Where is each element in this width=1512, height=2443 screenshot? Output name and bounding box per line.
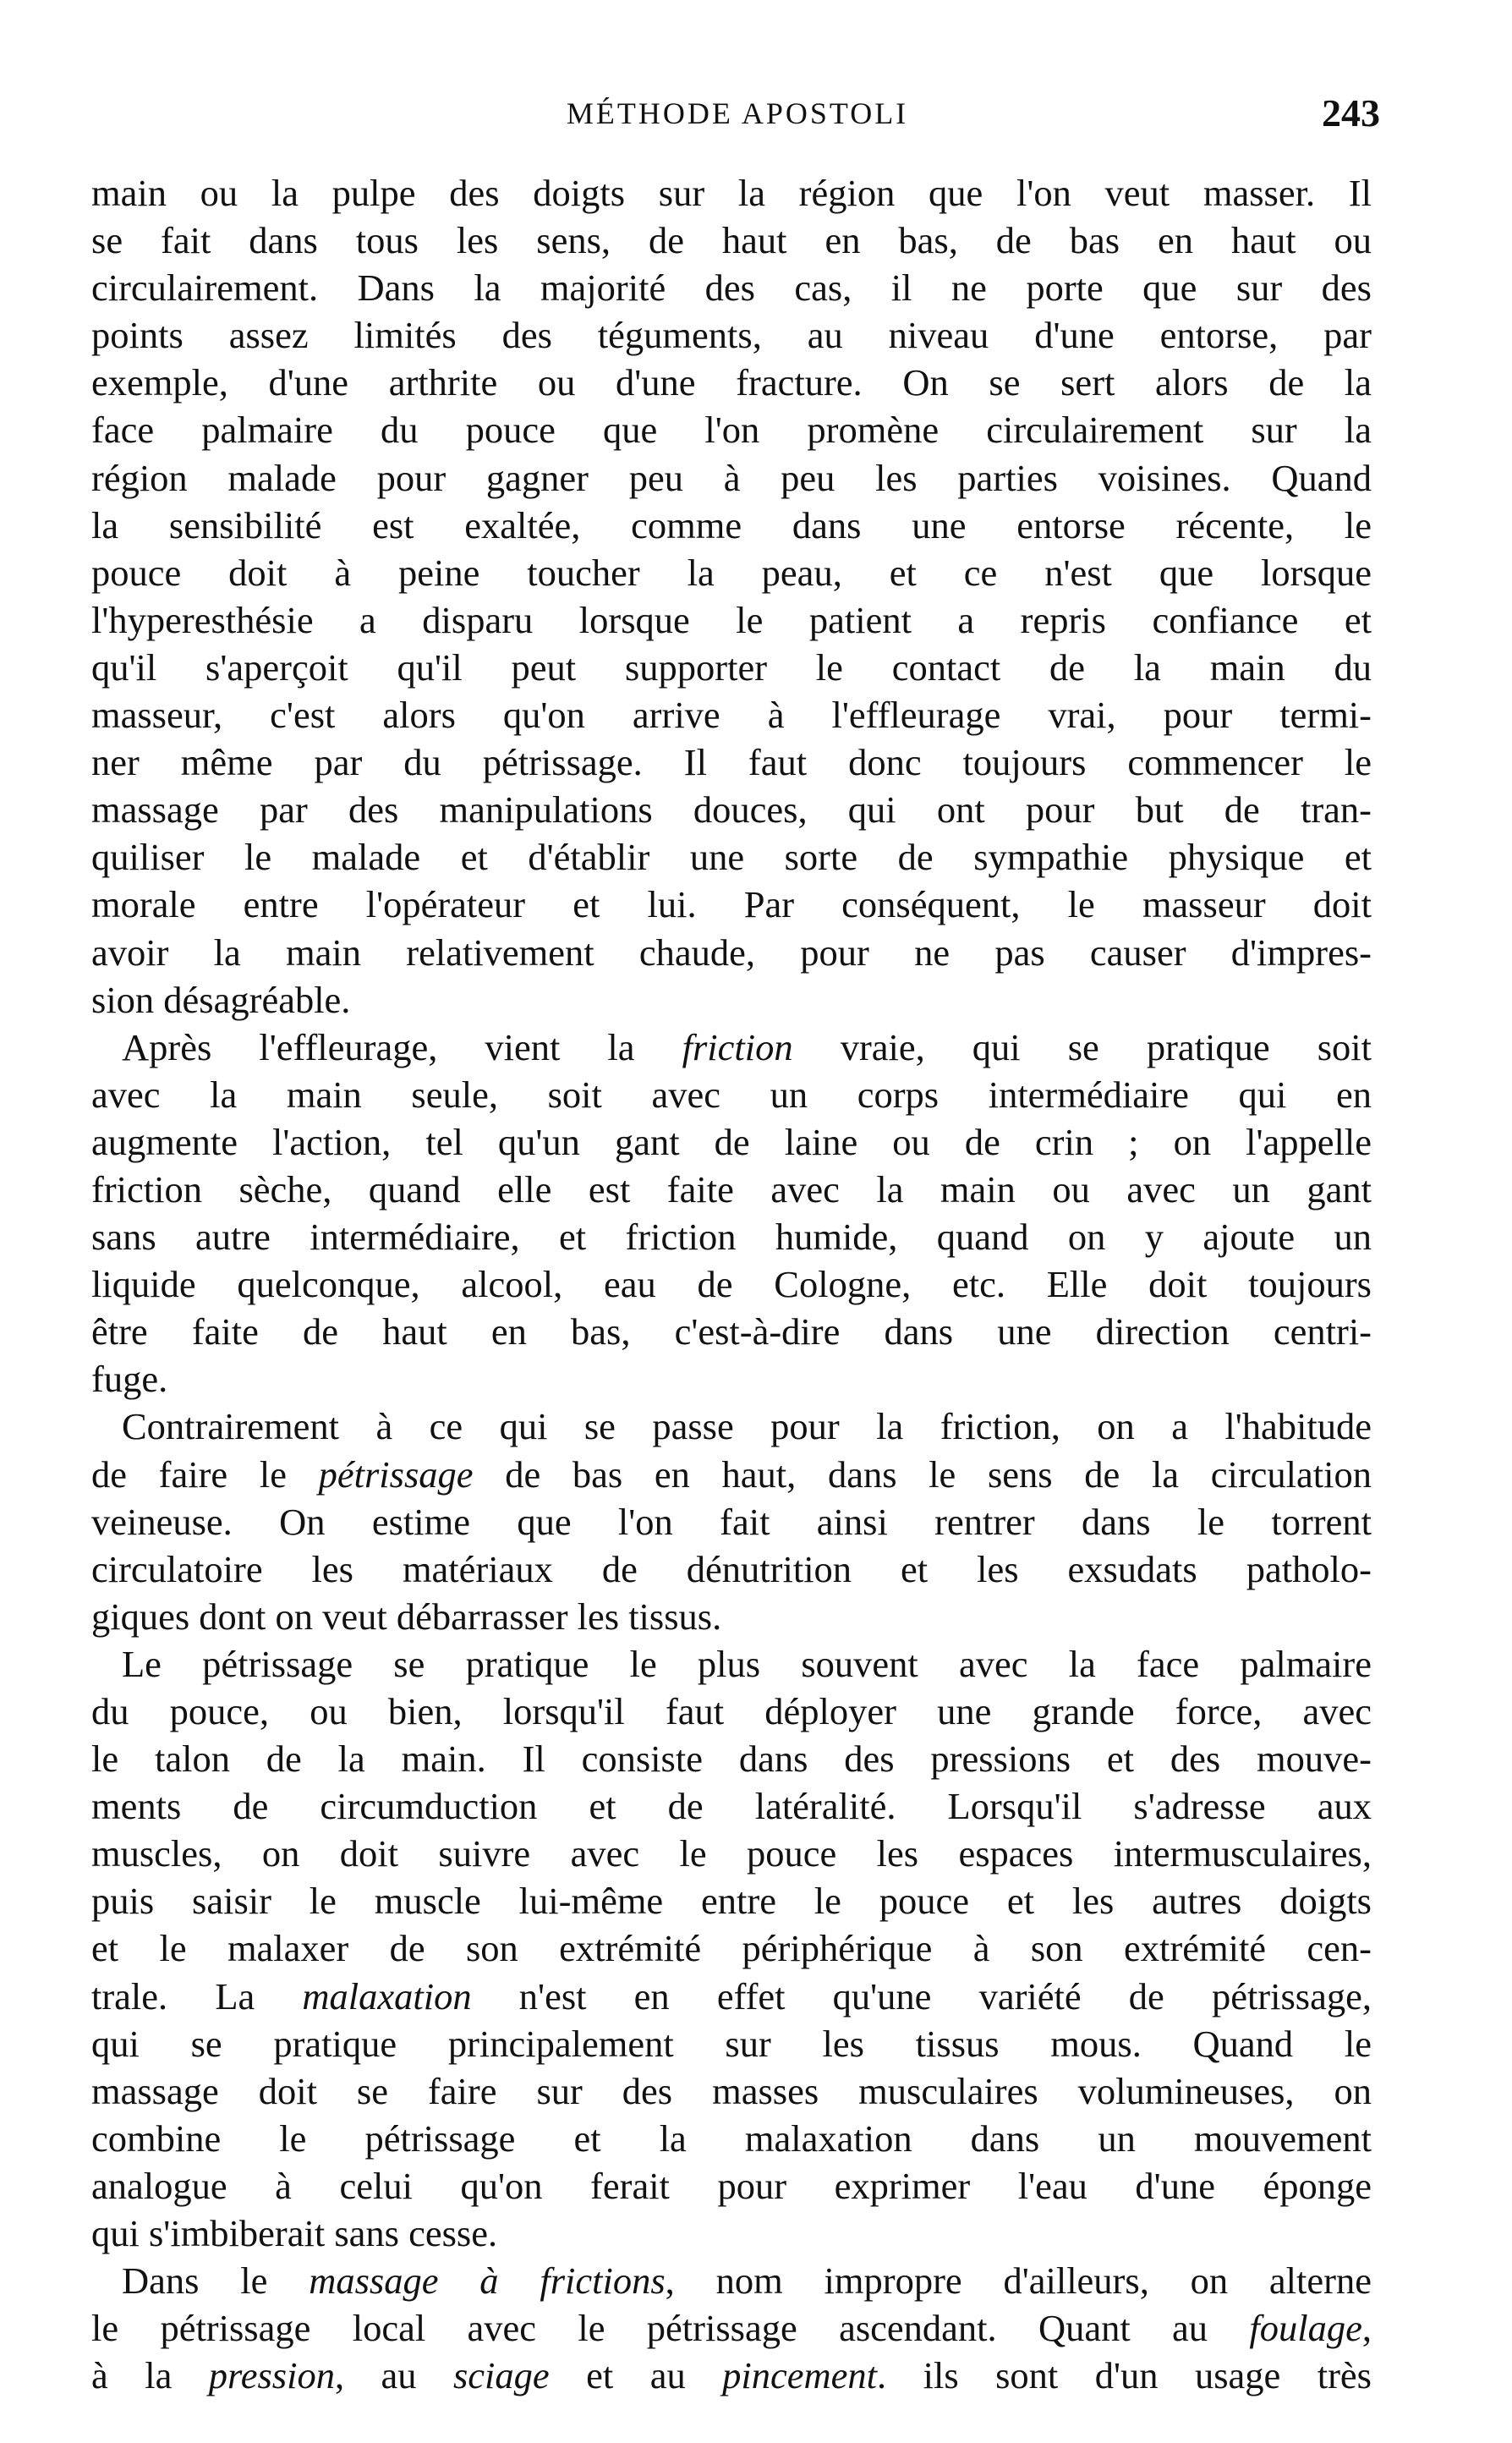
text-line [91,1260,1372,1308]
text-line [91,2352,1372,2399]
text-segment: qui s'imbiberait sans cesse. [91,2212,498,2255]
text-segment: ments de circumduction et de latéralité. Lorsqu'il s'adresse aux [91,1785,1372,1828]
text-segment: circulatoire les matériaux de dénutrition et les exsudats patholo- [91,1547,1372,1590]
text-line [91,359,1372,406]
text-segment: du pouce, ou bien, lorsqu'il faut déployer une grande force, avec [91,1690,1372,1732]
text-line [91,549,1372,596]
text-line [91,691,1372,738]
text-line [91,1118,1372,1166]
text-segment: le talon de la main. Il consiste dans des pressions et des mouve- [91,1738,1372,1781]
text-line [91,976,1372,1024]
text-segment: combine le pétrissage et la malaxation dans un mouvement [91,2116,1372,2160]
text-line [91,1498,1372,1545]
text-segment: massage doit se faire sur des masses musculaires volumineuses, on [91,2069,1372,2112]
text-segment: . ils sont d'un usage très [877,2354,1372,2397]
text-line [91,1640,1372,1688]
text-segment: , au [334,2354,453,2397]
running-head [95,88,1380,139]
text-segment: sion désagréable. [91,978,351,1021]
text-segment: la sensibilité est exaltée, comme dans une entorse récente, le [91,503,1372,546]
text-segment: , [1361,2307,1372,2350]
text-line [91,1924,1372,1972]
text-segment: sans autre intermédiaire, et friction humide, quand on y ajoute un [91,1216,1372,1259]
text-segment: quiliser le malade et d'établir une sorte de sympathie physique et [91,836,1372,879]
text-line [91,1593,1372,1640]
text-line [91,881,1372,928]
text-segment: région malade pour gagner peu à peu les parties voisines. Quand [91,456,1372,499]
text-segment: fuge. [91,1358,168,1401]
text-segment: n'est en effet qu'une variété de pétrissage, [471,1974,1372,2018]
text-segment: Contrairement à ce qui se passe pour la friction, on a l'habitude [122,1405,1372,1448]
text-line [91,1688,1372,1735]
text-segment: veineuse. On estime que l'on fait ainsi rentrer dans le torrent [91,1500,1372,1543]
text-line [91,596,1372,644]
running-title: MÉTHODE APOSTOLI [566,96,909,130]
body-text [91,169,1372,2399]
text-segment: Dans le [122,2259,310,2303]
text-segment: vraie, qui se pratique soit [792,1025,1372,1068]
italic-term: pétrissage [318,1452,474,1496]
text-segment: se fait dans tous les sens, de haut en bas, de bas en haut ou [91,219,1372,262]
text-line [91,833,1372,881]
text-line [91,2162,1372,2210]
italic-term: foulage [1249,2307,1362,2350]
text-line [91,1166,1372,1213]
text-line [91,1735,1372,1782]
text-segment: , nom impropre d'ailleurs, on alterne [665,2259,1372,2303]
text-segment: muscles, on doit suivre avec le pouce les espaces intermusculaires, [91,1832,1372,1875]
text-segment: exemple, d'une arthrite ou d'une fracture. On se sert alors de la [91,361,1372,404]
text-line [91,264,1372,311]
text-line [91,2257,1372,2304]
text-line [91,169,1372,217]
text-line [91,786,1372,833]
text-line [91,2067,1372,2115]
text-line [91,1545,1372,1593]
italic-term: pincement [722,2354,878,2397]
text-segment: Le pétrissage se pratique le plus souvent avec la face palmaire [122,1642,1372,1685]
text-segment: giques dont on veut débarrasser les tissus. [91,1595,722,1638]
text-segment: avec la main seule, soit avec un corps intermédiaire qui en [91,1073,1372,1116]
italic-term: friction [682,1025,793,1068]
text-segment: morale entre l'opérateur et lui. Par conséquent, le masseur doit [91,883,1372,926]
text-segment: et le malaxer de son extrémité périphérique à son extrémité cen- [91,1927,1372,1970]
text-segment: ner même par du pétrissage. Il faut donc toujours commencer le [91,741,1372,784]
text-segment: à la [91,2354,209,2397]
text-line [91,454,1372,502]
text-line [91,1451,1372,1498]
italic-term: malaxation [302,1974,472,2018]
text-line [91,644,1372,691]
text-segment: circulairement. Dans la majorité des cas, il ne porte que sur des [91,266,1372,310]
italic-term: sciage [452,2354,550,2397]
text-line [91,406,1372,453]
text-line [91,2020,1372,2067]
text-line [91,217,1372,264]
text-segment: le pétrissage local avec le pétrissage ascendant. Quant au [91,2307,1250,2350]
text-line [91,1403,1372,1450]
text-segment: qui se pratique principalement sur les tissus mous. Quand le [91,2022,1372,2065]
text-segment: points assez limités des téguments, au niveau d'une entorse, par [91,314,1372,357]
text-line [91,1213,1372,1260]
text-segment: trale. La [91,1974,303,2018]
text-line [91,1355,1372,1403]
page-number: 243 [1322,91,1380,135]
text-segment: puis saisir le muscle lui-même entre le pouce et les autres doigts [91,1880,1372,1923]
text-line [91,1782,1372,1830]
text-line [91,738,1372,786]
text-segment: de bas en haut, dans le sens de la circulation [473,1452,1372,1496]
text-line [91,2210,1372,2257]
text-segment: et au [549,2354,723,2397]
text-segment: Après l'effleurage, vient la [122,1025,682,1068]
text-segment: friction sèche, quand elle est faite avec la main ou avec un gant [91,1167,1372,1211]
text-segment: analogue à celui qu'on ferait pour exprimer l'eau d'une éponge [91,2164,1372,2207]
italic-term: massage à frictions [309,2259,666,2303]
text-segment: pouce doit à peine toucher la peau, et ce n'est que lorsque [91,551,1372,594]
text-line [91,502,1372,549]
italic-term: pression [208,2354,335,2397]
text-segment: liquide quelconque, alcool, eau de Cologne, etc. Elle doit toujours [91,1263,1372,1306]
text-line [91,2115,1372,2162]
text-line [91,1877,1372,1924]
text-segment: qu'il s'aperçoit qu'il peut supporter le contact de la main du [91,645,1372,689]
text-segment: face palmaire du pouce que l'on promène circulairement sur la [91,409,1372,452]
text-segment: l'hyperesthésie a disparu lorsque le patient a repris confiance et [91,598,1372,641]
text-segment: main ou la pulpe des doigts sur la région que l'on veut masser. Il [91,172,1372,214]
text-segment: être faite de haut en bas, c'est-à-dire dans une direction centri- [91,1310,1372,1353]
text-segment: masseur, c'est alors qu'on arrive à l'effleurage vrai, pour termi- [91,694,1372,737]
text-line [91,1308,1372,1355]
text-line [91,2304,1372,2352]
text-line [91,929,1372,976]
text-segment: augmente l'action, tel qu'un gant de laine ou de crin ; on l'appelle [91,1120,1372,1163]
text-line [91,311,1372,359]
text-line [91,1024,1372,1071]
text-segment: de faire le [91,1452,319,1496]
text-line [91,1973,1372,2020]
text-segment: massage par des manipulations douces, qui ont pour but de tran- [91,788,1372,832]
text-segment: avoir la main relativement chaude, pour ne pas causer d'impres- [91,931,1372,974]
text-line [91,1830,1372,1877]
text-line [91,1071,1372,1118]
